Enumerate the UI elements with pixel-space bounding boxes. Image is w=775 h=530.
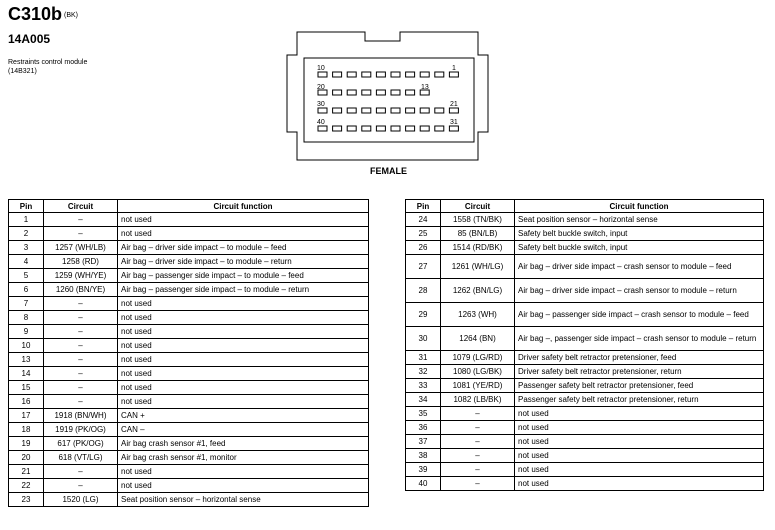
circuit-cell: 1082 (LB/BK) bbox=[441, 393, 515, 407]
pin-cell: 39 bbox=[406, 463, 441, 477]
pin-cell: 7 bbox=[9, 297, 44, 311]
pin-cavity bbox=[435, 126, 444, 131]
function-cell: Passenger safety belt retractor pretensioner, feed bbox=[515, 379, 764, 393]
circuit-cell: 1079 (LG/RD) bbox=[441, 351, 515, 365]
pin-cell: 32 bbox=[406, 365, 441, 379]
pin-cell: 10 bbox=[9, 339, 44, 353]
pin-cavity bbox=[362, 108, 371, 113]
pin-cavity bbox=[406, 72, 415, 77]
pin-cell: 17 bbox=[9, 409, 44, 423]
pin-cell: 4 bbox=[9, 255, 44, 269]
function-cell: Air bag – passenger side impact – crash sensor to module – feed bbox=[515, 303, 764, 327]
part-number: 14A005 bbox=[8, 32, 51, 46]
circuit-cell: 1260 (BN/YE) bbox=[44, 283, 118, 297]
pin-cell: 25 bbox=[406, 227, 441, 241]
pin-cell: 30 bbox=[406, 327, 441, 351]
function-cell: Safety belt buckle switch, input bbox=[515, 227, 764, 241]
table-row bbox=[406, 477, 764, 491]
circuit-cell: 1919 (PK/OG) bbox=[44, 423, 118, 437]
table-row bbox=[406, 449, 764, 463]
table-row bbox=[9, 479, 369, 493]
pin-cell: 5 bbox=[9, 269, 44, 283]
pin-cavity bbox=[333, 72, 342, 77]
table-header-row bbox=[406, 200, 764, 213]
function-cell: CAN – bbox=[118, 423, 369, 437]
pin-label-31: 31 bbox=[450, 119, 458, 126]
pin-cell: 23 bbox=[9, 493, 44, 507]
function-cell: Air bag crash sensor #1, feed bbox=[118, 437, 369, 451]
function-cell: not used bbox=[118, 311, 369, 325]
table-row bbox=[406, 463, 764, 477]
pin-cell: 35 bbox=[406, 407, 441, 421]
circuit-cell: – bbox=[44, 297, 118, 311]
circuit-cell: 1558 (TN/BK) bbox=[441, 213, 515, 227]
pin-cell: 26 bbox=[406, 241, 441, 255]
pin-cell: 13 bbox=[9, 353, 44, 367]
circuit-cell: 1514 (RD/BK) bbox=[441, 241, 515, 255]
circuit-cell: 1080 (LG/BK) bbox=[441, 365, 515, 379]
table-row bbox=[9, 437, 369, 451]
table-row bbox=[9, 255, 369, 269]
circuit-cell: – bbox=[44, 367, 118, 381]
pin-cell: 34 bbox=[406, 393, 441, 407]
pin-cavity bbox=[449, 126, 458, 131]
circuit-cell: 1520 (LG) bbox=[44, 493, 118, 507]
pin-cavity bbox=[333, 108, 342, 113]
circuit-cell: 1263 (WH) bbox=[441, 303, 515, 327]
pin-cavity bbox=[435, 108, 444, 113]
pin-header: Pin bbox=[406, 200, 441, 213]
pin-cell: 31 bbox=[406, 351, 441, 365]
function-header: Circuit function bbox=[515, 200, 764, 213]
function-cell: not used bbox=[118, 381, 369, 395]
table-row bbox=[9, 325, 369, 339]
gender-label: FEMALE bbox=[370, 166, 407, 176]
function-cell: CAN + bbox=[118, 409, 369, 423]
function-cell: Seat position sensor – horizontal sense bbox=[118, 493, 369, 507]
circuit-header: Circuit bbox=[44, 200, 118, 213]
pin-cavity bbox=[420, 72, 429, 77]
pin-cavity bbox=[376, 108, 385, 113]
pin-cell: 18 bbox=[9, 423, 44, 437]
pin-cell: 33 bbox=[406, 379, 441, 393]
pin-cavity bbox=[347, 72, 356, 77]
function-cell: Air bag – driver side impact – to module – feed bbox=[118, 241, 369, 255]
table-row bbox=[9, 297, 369, 311]
pin-table-left bbox=[8, 199, 369, 507]
table-row bbox=[9, 353, 369, 367]
function-cell: Air bag – passenger side impact – to module – feed bbox=[118, 269, 369, 283]
table-row bbox=[9, 451, 369, 465]
pin-cell: 36 bbox=[406, 421, 441, 435]
pin-cell: 29 bbox=[406, 303, 441, 327]
pin-cell: 38 bbox=[406, 449, 441, 463]
module-description: Restraints control module (14B321) bbox=[8, 59, 88, 75]
function-cell: Safety belt buckle switch, input bbox=[515, 241, 764, 255]
circuit-cell: – bbox=[441, 463, 515, 477]
circuit-cell: 1918 (BN/WH) bbox=[44, 409, 118, 423]
circuit-cell: – bbox=[44, 381, 118, 395]
function-cell: not used bbox=[515, 421, 764, 435]
function-header: Circuit function bbox=[118, 200, 369, 213]
table-row bbox=[406, 279, 764, 303]
pin-cell: 3 bbox=[9, 241, 44, 255]
pin-cavity bbox=[406, 90, 415, 95]
pin-cavity bbox=[318, 72, 327, 77]
pin-cavity bbox=[406, 108, 415, 113]
pin-cell: 9 bbox=[9, 325, 44, 339]
function-cell: Air bag – driver side impact – crash sensor to module – return bbox=[515, 279, 764, 303]
table-row bbox=[9, 213, 369, 227]
pin-cavity bbox=[333, 90, 342, 95]
pin-cell: 40 bbox=[406, 477, 441, 491]
function-cell: Air bag – driver side impact – crash sensor to module – feed bbox=[515, 255, 764, 279]
table-row bbox=[406, 393, 764, 407]
function-cell: not used bbox=[515, 435, 764, 449]
pin-cell: 6 bbox=[9, 283, 44, 297]
pin-cavity bbox=[376, 126, 385, 131]
pin-cavity bbox=[347, 126, 356, 131]
circuit-cell: – bbox=[44, 311, 118, 325]
pin-cell: 1 bbox=[9, 213, 44, 227]
table-row bbox=[9, 241, 369, 255]
pin-cavity bbox=[333, 126, 342, 131]
function-cell: not used bbox=[118, 395, 369, 409]
table-row bbox=[406, 435, 764, 449]
pin-cavity bbox=[376, 90, 385, 95]
table-row bbox=[406, 327, 764, 351]
circuit-cell: – bbox=[44, 227, 118, 241]
circuit-cell: – bbox=[441, 421, 515, 435]
circuit-cell: 1262 (BN/LG) bbox=[441, 279, 515, 303]
circuit-cell: 1257 (WH/LB) bbox=[44, 241, 118, 255]
pin-table-right bbox=[405, 199, 764, 491]
table-row bbox=[9, 395, 369, 409]
table-row bbox=[9, 465, 369, 479]
table-row bbox=[9, 423, 369, 437]
function-cell: Air bag –, passenger side impact – crash sensor to module – return bbox=[515, 327, 764, 351]
pin-cavity bbox=[318, 108, 327, 113]
table-row bbox=[9, 283, 369, 297]
function-cell: not used bbox=[118, 213, 369, 227]
table-row bbox=[9, 381, 369, 395]
circuit-header: Circuit bbox=[441, 200, 515, 213]
pin-cavity bbox=[449, 72, 458, 77]
table-row bbox=[9, 339, 369, 353]
circuit-cell: 618 (VT/LG) bbox=[44, 451, 118, 465]
pin-cavity bbox=[391, 72, 400, 77]
circuit-cell: – bbox=[44, 339, 118, 353]
pin-cell: 22 bbox=[9, 479, 44, 493]
pin-cavity bbox=[362, 90, 371, 95]
circuit-cell: 1258 (RD) bbox=[44, 255, 118, 269]
function-cell: not used bbox=[515, 477, 764, 491]
function-cell: not used bbox=[118, 367, 369, 381]
pin-cavity bbox=[391, 126, 400, 131]
table-row bbox=[9, 409, 369, 423]
circuit-cell: – bbox=[44, 479, 118, 493]
pin-cell: 27 bbox=[406, 255, 441, 279]
table-header-row bbox=[9, 200, 369, 213]
function-cell: not used bbox=[118, 479, 369, 493]
connector-inner-outline bbox=[304, 58, 474, 142]
pin-label-20: 20 bbox=[317, 84, 325, 91]
table-row bbox=[406, 421, 764, 435]
table-row bbox=[9, 493, 369, 507]
table-row bbox=[406, 227, 764, 241]
pin-cavity bbox=[435, 72, 444, 77]
circuit-cell: – bbox=[441, 477, 515, 491]
function-cell: Air bag crash sensor #1, monitor bbox=[118, 451, 369, 465]
pin-cell: 21 bbox=[9, 465, 44, 479]
circuit-cell: 1259 (WH/YE) bbox=[44, 269, 118, 283]
pin-header: Pin bbox=[9, 200, 44, 213]
pin-label-30: 30 bbox=[317, 101, 325, 108]
pin-cavity bbox=[406, 126, 415, 131]
pin-cell: 16 bbox=[9, 395, 44, 409]
pin-cavity bbox=[449, 108, 458, 113]
table-row bbox=[406, 407, 764, 421]
circuit-cell: – bbox=[44, 353, 118, 367]
pin-cell: 2 bbox=[9, 227, 44, 241]
circuit-cell: 85 (BN/LB) bbox=[441, 227, 515, 241]
function-cell: Air bag – driver side impact – to module – return bbox=[118, 255, 369, 269]
pin-cavity bbox=[362, 126, 371, 131]
circuit-cell: 1261 (WH/LG) bbox=[441, 255, 515, 279]
pin-label-40: 40 bbox=[317, 119, 325, 126]
pin-cavity bbox=[318, 126, 327, 131]
function-cell: not used bbox=[515, 407, 764, 421]
pin-label-21: 21 bbox=[450, 101, 458, 108]
function-cell: Passenger safety belt retractor pretensioner, return bbox=[515, 393, 764, 407]
connector-code: C310b bbox=[8, 4, 63, 24]
pin-cell: 24 bbox=[406, 213, 441, 227]
circuit-cell: – bbox=[44, 325, 118, 339]
function-cell: not used bbox=[118, 339, 369, 353]
table-row bbox=[9, 311, 369, 325]
connector-outline bbox=[287, 32, 488, 160]
function-cell: Driver safety belt retractor pretensioner, return bbox=[515, 365, 764, 379]
pin-cavity bbox=[391, 90, 400, 95]
pin-cell: 14 bbox=[9, 367, 44, 381]
pin-cavity bbox=[376, 72, 385, 77]
circuit-cell: 1264 (BN) bbox=[441, 327, 515, 351]
pin-cavity bbox=[347, 108, 356, 113]
pin-cavities bbox=[318, 72, 458, 131]
function-cell: Air bag – passenger side impact – to module – return bbox=[118, 283, 369, 297]
table-row bbox=[406, 303, 764, 327]
circuit-cell: – bbox=[44, 395, 118, 409]
function-cell: Seat position sensor – horizontal sense bbox=[515, 213, 764, 227]
pin-cell: 28 bbox=[406, 279, 441, 303]
pin-cavity bbox=[362, 72, 371, 77]
pin-label-13: 13 bbox=[421, 84, 429, 91]
table-row bbox=[406, 213, 764, 227]
function-cell: Driver safety belt retractor pretensioner, feed bbox=[515, 351, 764, 365]
circuit-cell: – bbox=[44, 213, 118, 227]
circuit-cell: – bbox=[441, 449, 515, 463]
pin-cell: 15 bbox=[9, 381, 44, 395]
table-row bbox=[9, 367, 369, 381]
table-row bbox=[406, 351, 764, 365]
pin-label-1: 1 bbox=[452, 65, 456, 72]
circuit-cell: 617 (PK/OG) bbox=[44, 437, 118, 451]
function-cell: not used bbox=[118, 465, 369, 479]
function-cell: not used bbox=[515, 463, 764, 477]
function-cell: not used bbox=[118, 227, 369, 241]
circuit-cell: – bbox=[441, 407, 515, 421]
function-cell: not used bbox=[515, 449, 764, 463]
pin-cavity bbox=[420, 126, 429, 131]
table-row bbox=[406, 365, 764, 379]
connector-color: (BK) bbox=[64, 12, 78, 19]
table-row bbox=[9, 269, 369, 283]
circuit-cell: 1081 (YE/RD) bbox=[441, 379, 515, 393]
pin-cell: 8 bbox=[9, 311, 44, 325]
table-row bbox=[9, 227, 369, 241]
pin-cavity bbox=[420, 108, 429, 113]
pin-cell: 19 bbox=[9, 437, 44, 451]
circuit-cell: – bbox=[44, 465, 118, 479]
pin-cavity bbox=[347, 90, 356, 95]
table-row bbox=[406, 379, 764, 393]
table-row bbox=[406, 255, 764, 279]
pin-label-10: 10 bbox=[317, 65, 325, 72]
pin-cell: 20 bbox=[9, 451, 44, 465]
table-row bbox=[406, 241, 764, 255]
pin-cell: 37 bbox=[406, 435, 441, 449]
function-cell: not used bbox=[118, 325, 369, 339]
pin-cavity bbox=[391, 108, 400, 113]
function-cell: not used bbox=[118, 297, 369, 311]
function-cell: not used bbox=[118, 353, 369, 367]
circuit-cell: – bbox=[441, 435, 515, 449]
